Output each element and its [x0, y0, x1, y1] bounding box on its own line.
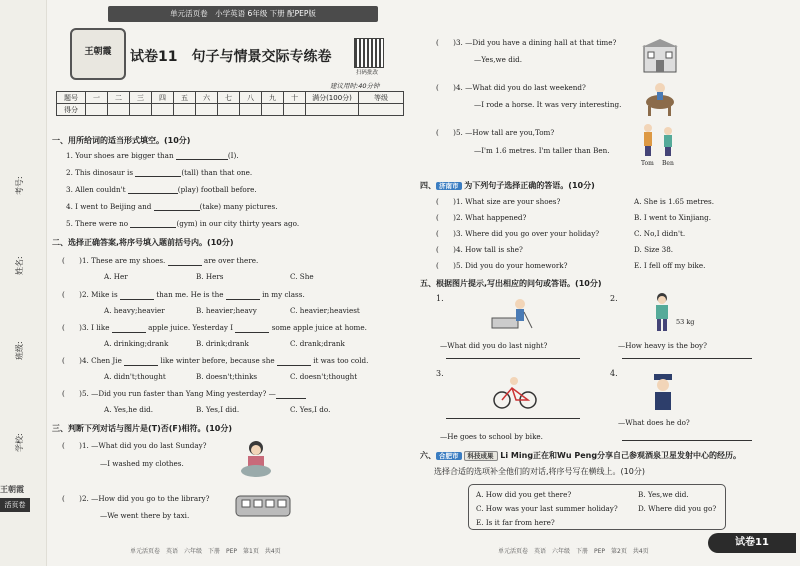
- school-label: 学校:: [15, 433, 24, 452]
- score-header-cell: 满分(100分): [306, 92, 359, 104]
- region-tag: 济南市: [436, 182, 462, 190]
- score-header-cell: 一: [86, 92, 108, 104]
- answer-blank[interactable]: [276, 398, 306, 399]
- score-header-cell: 九: [262, 92, 284, 104]
- qr-code-icon[interactable]: [354, 38, 384, 68]
- s2-q2: [62, 290, 305, 300]
- answer-blank[interactable]: [235, 332, 269, 333]
- number-label: 考号:: [15, 176, 24, 195]
- section-6-instructions: 选择合适的选项补全他们的对话,将序号写在横线上。(10分): [434, 467, 645, 476]
- s1-item-text: 2. This dinosaur is: [66, 168, 134, 177]
- s5-num-1: 1.: [436, 294, 444, 303]
- s5-q1: —What did you do last night?: [440, 341, 548, 350]
- s1-item-hint: (take) many pictures.: [199, 202, 278, 211]
- s5-num-4: 4.: [610, 369, 618, 378]
- qr-caption: 扫码批改: [356, 70, 379, 76]
- section-2-title: 二、选择正确答案,将序号填入题前括号内。(10分): [52, 238, 234, 247]
- s3-item-5-a: —I'm 1.6 metres. I'm taller than Ben.: [474, 146, 610, 155]
- s4-answer-b[interactable]: B. I went to Xinjiang.: [634, 213, 712, 222]
- s3-item-4-a: —I rode a horse. It was very interesting.: [474, 100, 622, 109]
- s3-item-5-q: ( )5. —How tall are you,Tom?: [436, 128, 555, 137]
- s4-q3: ( )3. Where did you go over your holiday?: [436, 229, 600, 238]
- answer-blank[interactable]: [124, 365, 158, 366]
- s3-item-3-q: ( )3. —Did you have a dining hall at that time?: [436, 38, 617, 47]
- name-label: 姓名:: [15, 256, 24, 275]
- score-row-label: 得分: [57, 104, 86, 116]
- section-4-number: 四、: [420, 181, 436, 190]
- s3-item-3-a: —Yes,we did.: [474, 55, 523, 64]
- top-bar: 单元活页卷 小学英语 6年级 下册 配PEP版: [108, 6, 378, 22]
- s1-item-text: 4. I went to Beijing and: [66, 202, 152, 211]
- section-4-text: 为下列句子选择正确的答语。(10分): [464, 181, 595, 190]
- building-picture: [640, 38, 680, 74]
- footer-left: 单元活页卷 英语 六年级 下册 PEP 第1页 共4页: [130, 548, 281, 555]
- score-header-cell: 等级: [359, 92, 404, 104]
- s2-q-text: in my class.: [262, 290, 305, 299]
- s1-item-5: [66, 219, 299, 228]
- binding-margin: [0, 0, 47, 566]
- s2-q1: [62, 256, 258, 266]
- answer-blank[interactable]: [112, 332, 146, 333]
- score-header-cell: 十: [284, 92, 306, 104]
- score-cell[interactable]: [196, 104, 218, 116]
- s2-q2-opt-c[interactable]: C. heavier;heaviest: [290, 306, 360, 315]
- s5-q2: —How heavy is the boy?: [618, 341, 707, 350]
- tom-ben-picture: [636, 122, 680, 162]
- section-6-number: 六、: [420, 451, 436, 460]
- s1-item-3: [66, 185, 257, 194]
- section-4-title: [420, 180, 595, 191]
- s4-answer-c[interactable]: C. No,I didn't.: [634, 229, 686, 238]
- footer-right: 单元活页卷 英语 六年级 下册 PEP 第2页 共4页: [498, 548, 649, 555]
- s2-q2-opt-b[interactable]: B. heavier;heavy: [196, 306, 257, 315]
- topic-tag: 科技成果: [464, 451, 498, 461]
- s4-q4: ( )4. How tall is she?: [436, 245, 523, 254]
- s2-q-text: ( )3. I like: [62, 323, 110, 332]
- score-header-cell: 六: [196, 92, 218, 104]
- s1-item-2: [66, 168, 252, 177]
- score-header-cell: 题号: [57, 92, 86, 104]
- s2-q4: [62, 356, 368, 366]
- logo: 王朝霞: [70, 28, 126, 80]
- s5-answer-line-2[interactable]: [622, 358, 752, 359]
- s2-q3-opt-a[interactable]: A. drinking;drank: [104, 339, 169, 348]
- s4-answer-e[interactable]: E. I fell off my bike.: [634, 261, 706, 270]
- s2-q-text: than me. He is the: [156, 290, 224, 299]
- suggested-time: 建议用时:40分钟: [330, 82, 380, 90]
- s1-item-1: [66, 151, 239, 160]
- s5-num-2: 2.: [610, 294, 618, 303]
- s2-q5: [62, 389, 306, 399]
- s1-item-hint: (gym) in our city thirty years ago.: [176, 219, 300, 228]
- bike-picture: [492, 376, 538, 410]
- answer-blank[interactable]: [120, 299, 154, 300]
- score-header-cell: 八: [240, 92, 262, 104]
- s2-q-text: ( )5. —Did you run faster than Yang Ming yesterday? —: [62, 389, 276, 398]
- score-header-cell: 四: [152, 92, 174, 104]
- s5-answer-line-1[interactable]: [446, 358, 580, 359]
- score-header-cell: 三: [130, 92, 152, 104]
- s4-answer-a[interactable]: A. She is 1.65 metres.: [634, 197, 715, 206]
- s2-q-text: some apple juice at home.: [271, 323, 367, 332]
- tom-label: Tom: [641, 160, 654, 167]
- score-cell[interactable]: [284, 104, 306, 116]
- answer-blank[interactable]: [277, 365, 311, 366]
- s2-q-text: it was too cold.: [313, 356, 369, 365]
- section-5-title: 五、根据图片提示,写出相应的问句或答语。(10分): [420, 279, 602, 288]
- s2-q4-opt-c[interactable]: C. doesn't;thought: [290, 372, 358, 381]
- answer-blank[interactable]: [226, 299, 260, 300]
- horse-riding-picture: [640, 76, 680, 118]
- section-1-title: 一、用所给词的适当形式填空。(10分): [52, 136, 191, 145]
- s6-option-d[interactable]: D. Where did you go?: [638, 504, 717, 513]
- s5-answer-line-4[interactable]: [622, 440, 752, 441]
- answer-blank[interactable]: [135, 176, 181, 177]
- score-cell[interactable]: [262, 104, 284, 116]
- s3-item-1-a: —I washed my clothes.: [100, 459, 184, 468]
- s5-num-3: 3.: [436, 369, 444, 378]
- s2-q1-opt-b[interactable]: B. Hers: [196, 272, 224, 281]
- ben-label: Ben: [662, 160, 674, 167]
- boy-picture: [650, 292, 674, 334]
- cleaning-picture: [488, 296, 534, 332]
- answer-blank[interactable]: [128, 193, 178, 194]
- weight-label: 53 kg: [676, 318, 695, 326]
- score-header-cell: 七: [218, 92, 240, 104]
- region-tag: 合肥市: [436, 452, 462, 460]
- s1-item-4: [66, 202, 278, 211]
- s1-item-text: 1. Your shoes are bigger than: [66, 151, 174, 160]
- s4-q5: ( )5. Did you do your homework?: [436, 261, 568, 270]
- s2-q4-opt-b[interactable]: B. doesn't;thinks: [196, 372, 258, 381]
- score-cell[interactable]: [240, 104, 262, 116]
- s5-q4: —What does he do?: [618, 418, 690, 427]
- s3-item-2-q: ( )2. —How did you go to the library?: [62, 494, 210, 503]
- section-6-title: [420, 450, 741, 461]
- answer-blank[interactable]: [168, 265, 202, 266]
- s2-q-text: ( )4. Chen Jie: [62, 356, 122, 365]
- s6-option-a[interactable]: A. How did you get there?: [476, 490, 572, 499]
- s2-q-text: are over there.: [203, 256, 259, 265]
- s2-q3: [62, 323, 367, 333]
- s2-q5-opt-a[interactable]: A. Yes,he did.: [104, 405, 154, 414]
- score-cell[interactable]: [174, 104, 196, 116]
- score-cell[interactable]: [306, 104, 359, 116]
- s2-q-text: apple juice. Yesterday I: [148, 323, 234, 332]
- s2-q-text: ( )1. These are my shoes.: [62, 256, 166, 265]
- answer-blank[interactable]: [154, 210, 200, 211]
- s2-q2-opt-a[interactable]: A. heavy;heavier: [104, 306, 165, 315]
- paper-number-badge: 试卷11: [708, 533, 796, 553]
- s1-item-text: 5. There were no: [66, 219, 129, 228]
- s1-item-text: 3. Allen couldn't: [66, 185, 126, 194]
- police-officer-picture: [648, 372, 678, 412]
- answer-blank[interactable]: [176, 159, 228, 160]
- section-3-title: 三、判断下列对话与图片是(T)否(F)相符。(10分): [52, 424, 232, 433]
- s2-q5-opt-c[interactable]: C. Yes,I do.: [290, 405, 331, 414]
- answer-blank[interactable]: [130, 227, 176, 228]
- s4-q1: ( )1. What size are your shoes?: [436, 197, 561, 206]
- score-cell[interactable]: [108, 104, 130, 116]
- score-header-cell: 二: [108, 92, 130, 104]
- score-cell[interactable]: [152, 104, 174, 116]
- page-title: 试卷11 句子与情景交际专练卷: [130, 49, 332, 65]
- s2-q4-opt-a[interactable]: A. didn't;thought: [104, 372, 166, 381]
- score-table: [56, 91, 404, 116]
- s1-item-hint: (I).: [227, 151, 239, 160]
- s2-q5-opt-b[interactable]: B. Yes,I did.: [196, 405, 240, 414]
- s2-q-text: like winter before, because she: [160, 356, 275, 365]
- s4-answer-d[interactable]: D. Size 38.: [634, 245, 674, 254]
- washing-clothes-picture: [238, 438, 274, 478]
- s5-answer-line-3[interactable]: [446, 418, 580, 419]
- section-6-text: Li Ming正在和Wu Peng分享自己参观酒泉卫星发射中心的经历。: [500, 451, 742, 460]
- s6-option-b[interactable]: B. Yes,we did.: [638, 490, 689, 499]
- s3-item-4-q: ( )4. —What did you do last weekend?: [436, 83, 586, 92]
- s6-option-c[interactable]: C. How was your last summer holiday?: [476, 504, 618, 513]
- score-cell[interactable]: [359, 104, 404, 116]
- s2-q3-opt-b[interactable]: B. drink;drank: [196, 339, 249, 348]
- s2-q1-opt-a[interactable]: A. Her: [104, 272, 128, 281]
- class-label: 班级:: [15, 341, 24, 360]
- s2-q3-opt-c[interactable]: C. drank;drank: [290, 339, 345, 348]
- s1-item-hint: (play) football before.: [177, 185, 257, 194]
- s2-q1-opt-c[interactable]: C. She: [290, 272, 314, 281]
- score-cell[interactable]: [130, 104, 152, 116]
- s5-a3: —He goes to school by bike.: [440, 432, 543, 441]
- s4-q2: ( )2. What happened?: [436, 213, 527, 222]
- brand-side-2: 活页卷: [0, 498, 30, 512]
- s2-q-text: ( )2. Mike is: [62, 290, 118, 299]
- s1-item-hint: (tall) than that one.: [181, 168, 253, 177]
- s3-item-1-q: ( )1. —What did you do last Sunday?: [62, 441, 207, 450]
- train-picture: [234, 490, 292, 522]
- s3-item-2-a: —We went there by taxi.: [100, 511, 190, 520]
- score-cell[interactable]: [218, 104, 240, 116]
- score-header-cell: 五: [174, 92, 196, 104]
- score-cell[interactable]: [86, 104, 108, 116]
- brand-side: 王朝霞: [0, 485, 24, 494]
- s6-option-e[interactable]: E. Is it far from here?: [476, 518, 555, 527]
